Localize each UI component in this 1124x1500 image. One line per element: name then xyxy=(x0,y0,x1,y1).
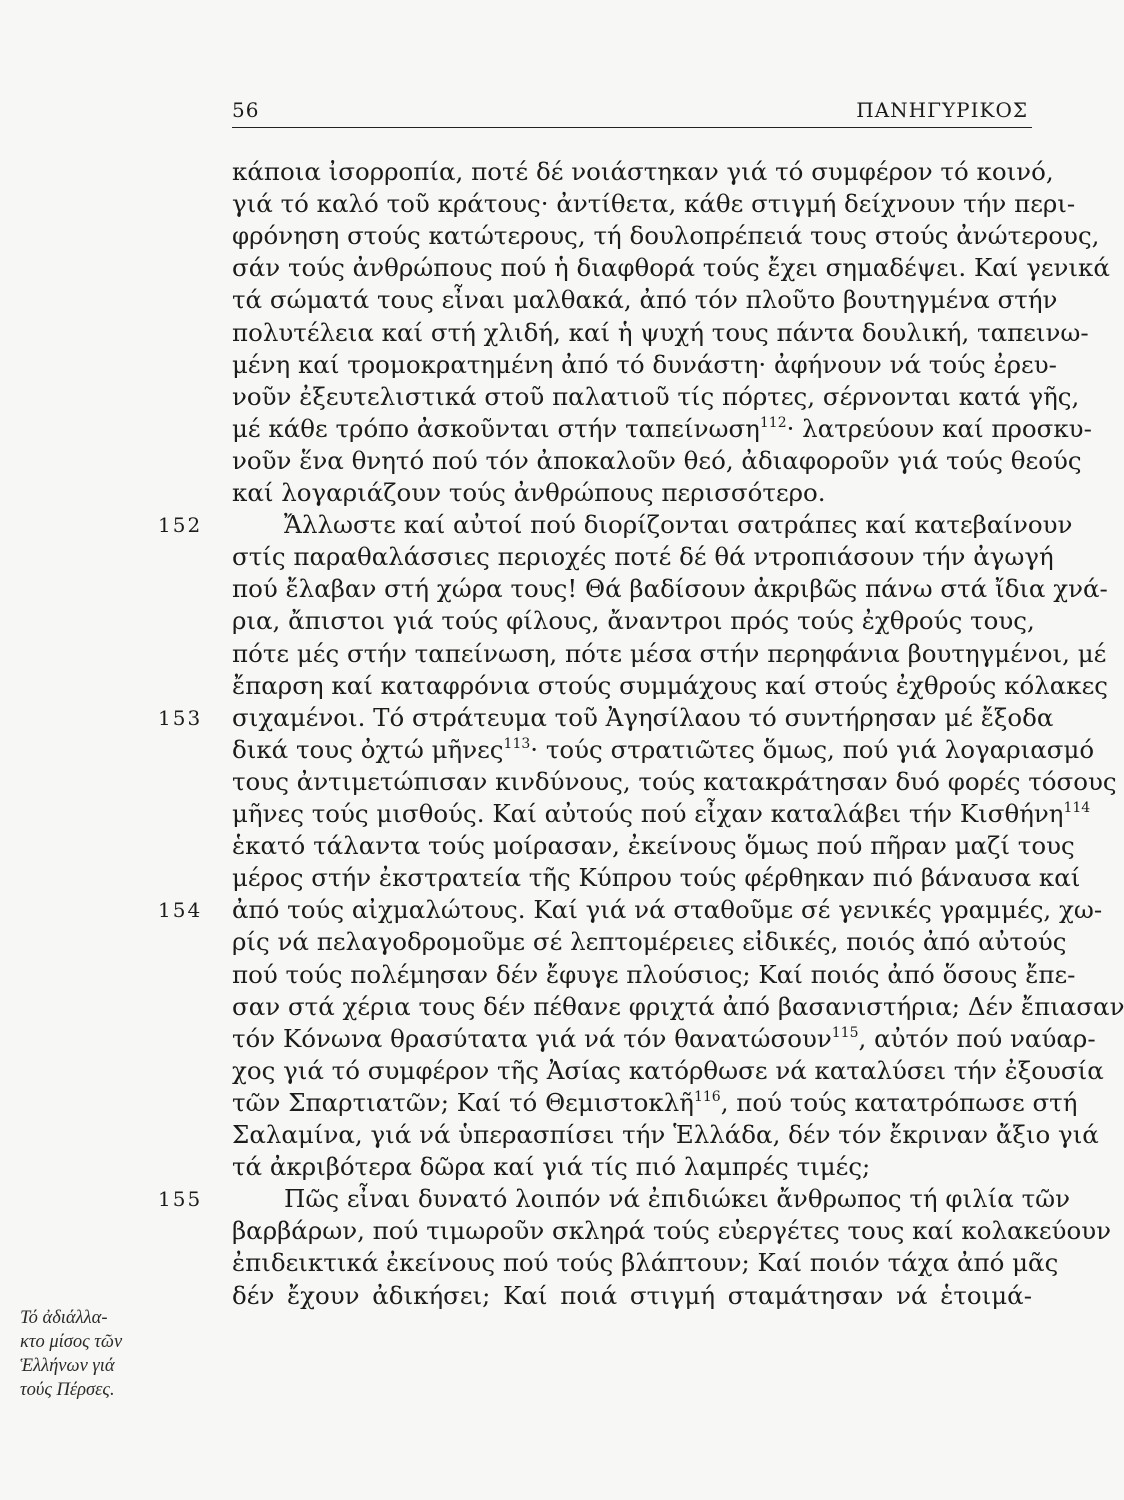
text-line xyxy=(232,1055,1104,1087)
text-line-content: βαρβάρων, πού τιμωροῦν σκληρά τούς εὐεργέτες τους καί κολακεύουν xyxy=(232,1216,1111,1245)
text-line-content: τῶν Σπαρτιατῶν; Καί τό Θεμιστοκλῆ xyxy=(232,1088,694,1117)
text-line-content: ἐπιδεικτικά ἐκείνους πού τούς βλάπτουν; Καί ποιόν τάχα ἀπό μᾶς xyxy=(232,1248,1059,1277)
margin-note-line: Ἑλλήνων γιά xyxy=(20,1356,115,1376)
text-line xyxy=(232,477,1032,509)
text-line xyxy=(232,605,1035,637)
text-line xyxy=(232,1119,1099,1151)
text-line-content: πολυτέλεια καί στή χλιδή, καί ἡ ψυχή τους πάντα δουλική, ταπεινω- xyxy=(232,318,1089,347)
text-line-content: νοῦν ἕνα θνητό πού τόν ἀποκαλοῦν θεό, ἀδιαφοροῦν γιά τούς θεούς xyxy=(232,446,1082,475)
text-line xyxy=(232,188,1076,220)
text-line-content: γιά τό καλό τοῦ κράτους· ἀντίθετα, κάθε στιγμή δείχνουν τήν περι- xyxy=(232,189,1076,218)
text-line-content: δέν ἔχουν ἀδικήσει; Καί ποιά στιγμή σταμάτησαν νά ἑτοιμά- xyxy=(232,1281,1032,1310)
text-line-content: στίς παραθαλάσσιες περιοχές ποτέ δέ θά ντροπιάσουν τήν ἀγωγή xyxy=(232,542,1054,571)
page-number: 56 xyxy=(232,98,260,122)
text-line-content: τους ἀντιμετώπισαν κινδύνους, τούς κατακράτησαν δυό φορές τόσους xyxy=(232,767,1117,796)
text-line-content: σαν στά χέρια τους δέν πέθανε φριχτά ἀπό βασανιστήρια; Δέν ἔπιασαν xyxy=(232,992,1124,1021)
text-line xyxy=(232,894,1103,926)
text-line-content: πότε μές στήν ταπείνωση, πότε μέσα στήν περηφάνια βουτηγμένοι, μέ xyxy=(232,639,1107,668)
text-line-continuation: , πού τούς κατατρόπωσε στή xyxy=(720,1088,1078,1117)
footnote-ref: 113 xyxy=(503,736,531,752)
section-number: 152 xyxy=(158,513,203,537)
text-line xyxy=(232,1183,1070,1215)
text-line xyxy=(232,702,1054,734)
text-line-content: Ἄλλωστε καί αὐτοί πού διορίζονται σατράπες καί κατεβαίνουν xyxy=(284,510,1073,539)
header-rule xyxy=(232,127,1032,128)
text-line xyxy=(232,445,1082,477)
text-line xyxy=(232,926,1067,958)
text-line xyxy=(232,1280,1032,1312)
text-line-content: ρίς νά πελαγοδρομοῦμε σέ λεπτομέρειες εἰδικές, ποιός ἀπό αὐτούς xyxy=(232,927,1067,956)
footnote-ref: 114 xyxy=(1063,800,1091,816)
text-line-content: Πῶς εἶναι δυνατό λοιπόν νά ἐπιδιώκει ἄνθρωπος τή φιλία τῶν xyxy=(284,1184,1070,1213)
text-line xyxy=(232,830,1075,862)
text-line-content: μῆνες τούς μισθούς. Καί αὐτούς πού εἶχαν καταλάβει τήν Κισθήνη xyxy=(232,799,1064,828)
margin-note xyxy=(20,1306,170,1402)
text-line xyxy=(232,1151,1032,1183)
text-line-content: μέ κάθε τρόπο ἀσκοῦνται στήν ταπείνωση xyxy=(232,414,760,443)
text-line xyxy=(232,509,1073,541)
text-line-content: Σαλαμίνα, γιά νά ὑπερασπίσει τήν Ἑλλάδα, δέν τόν ἔκριναν ἄξιο γιά xyxy=(232,1120,1099,1149)
text-line xyxy=(232,798,1091,830)
text-line-content: δικά τους ὀχτώ μῆνες xyxy=(232,735,504,764)
text-line-content: ἀπό τούς αἰχμαλώτους. Καί γιά νά σταθοῦμε σέ γενικές γραμμές, χω- xyxy=(232,895,1103,924)
text-line xyxy=(232,734,1095,766)
text-line-content: σιχαμένοι. Τό στράτευμα τοῦ Ἀγησίλαου τό συντήρησαν μέ ἔξοδα xyxy=(232,703,1054,732)
text-line-content: μένη καί τρομοκρατημένη ἀπό τό δυνάστη· ἀφήνουν νά τούς ἐρευ- xyxy=(232,350,1057,379)
text-line-content: ἔπαρση καί καταφρόνια στούς συμμάχους καί στούς ἐχθρούς κόλακες xyxy=(232,671,1109,700)
text-line-content: τόν Κόνωνα θρασύτατα γιά νά τόν θανατώσουν xyxy=(232,1024,832,1053)
section-number: 154 xyxy=(158,898,203,922)
text-line-content: πού τούς πολέμησαν δέν ἔφυγε πλούσιος; Καί ποιός ἀπό ὅσους ἔπε- xyxy=(232,960,1076,989)
text-line xyxy=(232,959,1076,991)
text-line xyxy=(232,413,1092,445)
text-line xyxy=(232,862,1081,894)
text-line-content: κάποια ἰσορροπία, ποτέ δέ νοιάστηκαν γιά τό συμφέρον τό κοινό, xyxy=(232,157,1054,186)
text-line-content: χος γιά τό συμφέρον τῆς Ἀσίας κατόρθωσε νά καταλύσει τήν ἐξουσία xyxy=(232,1056,1104,1085)
margin-note-line: Τό ἀδιάλλα- xyxy=(20,1308,108,1328)
text-line-content: φρόνηση στούς κατώτερους, τή δουλοπρέπειά τους στούς ἀνώτερους, xyxy=(232,221,1100,250)
text-line-content: μέρος στήν ἐκστρατεία τῆς Κύπρου τούς φέρθηκαν πιό βάναυσα καί xyxy=(232,863,1081,892)
text-line xyxy=(232,381,1080,413)
section-number: 153 xyxy=(158,706,203,730)
text-line xyxy=(232,156,1054,188)
text-line xyxy=(232,541,1054,573)
text-line xyxy=(232,1087,1078,1119)
section-number: 155 xyxy=(158,1187,203,1211)
text-line-continuation: · τούς στρατιῶτες ὅμως, πού γιά λογαριασμό xyxy=(530,735,1095,764)
text-line xyxy=(232,638,1107,670)
text-line xyxy=(232,766,1117,798)
text-line xyxy=(232,1023,1096,1055)
text-line-content: τά σώματά τους εἶναι μαλθακά, ἀπό τόν πλοῦτο βουτηγμένα στήν xyxy=(232,285,1058,314)
text-line xyxy=(232,991,1124,1023)
text-line-content: πού ἔλαβαν στή χώρα τους! Θά βαδίσουν ἀκριβῶς πάνω στά ἴδια χνά- xyxy=(232,574,1108,603)
text-line xyxy=(232,284,1058,316)
text-line-content: τά ἀκριβότερα δῶρα καί γιά τίς πιό λαμπρές τιμές; xyxy=(232,1152,871,1181)
footnote-ref: 116 xyxy=(693,1089,721,1105)
text-line-content: νοῦν ἐξευτελιστικά στοῦ παλατιοῦ τίς πόρτες, σέρνονται κατά γῆς, xyxy=(232,382,1080,411)
text-line-content: σάν τούς ἀνθρώπους πού ἡ διαφθορά τούς ἔχει σημαδέψει. Καί γενικά xyxy=(232,253,1110,282)
text-line-content: ρια, ἄπιστοι γιά τούς φίλους, ἄναντροι πρός τούς ἐχθρούς τους, xyxy=(232,606,1035,635)
text-line-content: ἑκατό τάλαντα τούς μοίρασαν, ἐκείνους ὅμως πού πῆραν μαζί τους xyxy=(232,831,1075,860)
footnote-ref: 115 xyxy=(831,1025,859,1041)
text-line xyxy=(232,252,1110,284)
text-line xyxy=(232,670,1109,702)
text-line-continuation: , αὐτόν πού ναύαρ- xyxy=(858,1024,1096,1053)
text-line-content: καί λογαριάζουν τούς ἀνθρώπους περισσότερο. xyxy=(232,478,826,507)
margin-note-line: τούς Πέρσες. xyxy=(20,1380,115,1400)
text-line xyxy=(232,573,1108,605)
text-line-continuation: · λατρεύουν καί προσκυ- xyxy=(786,414,1092,443)
text-line xyxy=(232,317,1089,349)
text-line xyxy=(232,1247,1059,1279)
text-line xyxy=(232,349,1057,381)
running-title: ΠΑΝΗΓΥΡΙΚΟΣ xyxy=(856,98,1028,122)
margin-note-line: κτο μίσος τῶν xyxy=(20,1332,123,1352)
page-header xyxy=(232,98,1032,128)
footnote-ref: 112 xyxy=(759,415,787,431)
text-line xyxy=(232,220,1100,252)
text-line xyxy=(232,1215,1111,1247)
